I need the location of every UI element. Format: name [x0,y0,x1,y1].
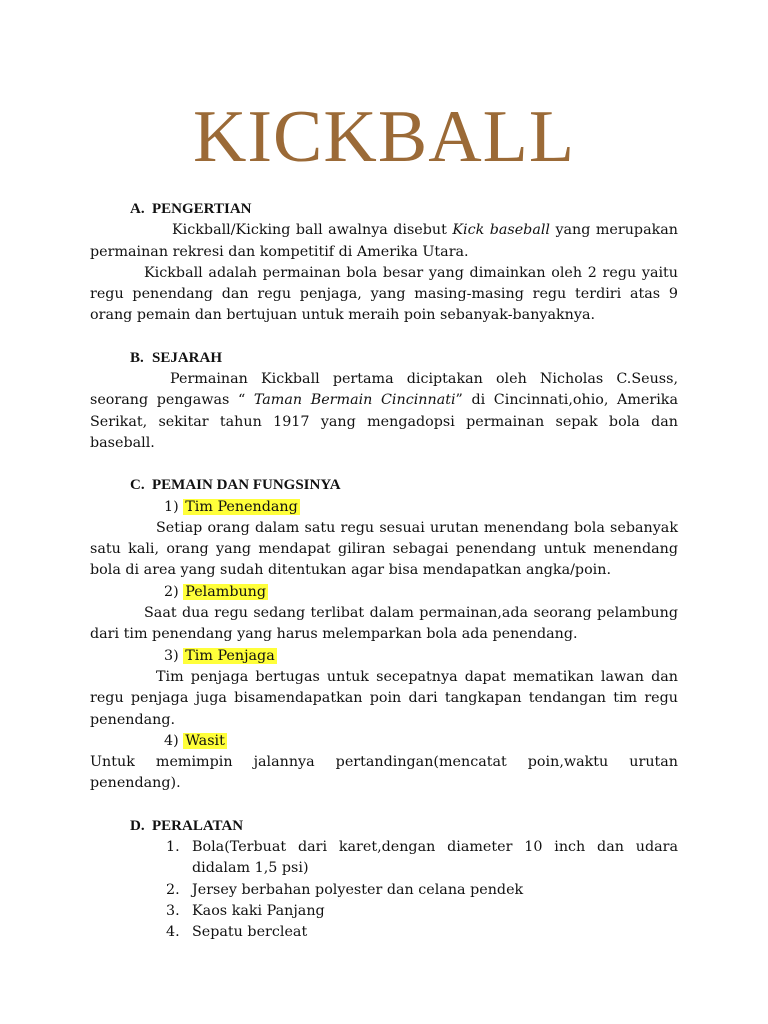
section-title: PENGERTIAN [152,201,252,217]
list-number: 4. [166,924,180,941]
section-title: PEMAIN DAN FUNGSINYA [152,477,341,494]
section-title: PERALATAN [152,817,244,834]
paragraph-wasit: Untuk memimpin jalannya pertandingan(mencatat poin,waktu urutan penendang). [90,754,678,792]
spacer [90,454,678,475]
spacer [90,795,678,816]
section-letter: A. [130,201,145,217]
section-letter: B. [130,349,144,366]
sub-number: 3) [164,647,179,664]
list-text: Kaos kaki Panjang [192,902,325,919]
equipment-list [90,837,678,943]
highlighted-label: Wasit [185,732,225,749]
subheading-wasit [164,731,678,752]
section-letter: C. [130,477,145,494]
paragraph-pengertian-2: Kickball adalah permainan bola besar yang dimainkan oleh 2 regu yaitu regu penendang dan regu penjaga, yang masing-masing regu terdiri atas 9 orang pemain dan bertujuan untuk meraih poin sebanyak-banyaknya. [90,264,678,324]
paragraph-tim-penjaga: Tim penjaga bertugas untuk secepatnya dapat mematikan lawan dan regu penjaga juga bisamendapatkan poin dari tangkapan tendangan tim regu penendang. [90,668,678,728]
section-heading-pengertian [130,199,678,220]
list-item [166,922,678,943]
paragraph-sejarah [90,369,678,454]
list-text: Bola(Terbuat dari karet,dengan diameter 10 inch dan udara didalam 1,5 psi) [192,839,678,877]
subheading-pelambung [164,582,678,603]
list-number: 3. [166,902,180,919]
text-run: Permainan Kickball pertama diciptakan oleh Nicholas C.Seuss, seorang pengawas “ [90,371,678,409]
paragraph-pengertian-1 [90,220,678,263]
highlighted-label: Tim Penendang [185,498,298,515]
highlighted-label: Pelambung [185,583,267,600]
list-text: Sepatu bercleat [192,924,308,941]
sub-number: 4) [164,732,179,749]
sub-number: 1) [164,498,179,515]
list-item [166,880,678,901]
sub-number: 2) [164,583,179,600]
subheading-tim-penjaga [164,646,678,667]
list-item [166,837,678,880]
italic-run: Taman Bermain Cincinnati [253,392,456,409]
section-title: SEJARAH [152,349,223,366]
section-heading-peralatan [130,816,678,837]
paragraph-pelambung: Saat dua regu sedang terlibat dalam permainan,ada seorang pelambung dari tim penendang yang harus melemparkan bola ada penendang. [90,605,678,643]
section-letter: D. [130,817,145,834]
spacer [90,327,678,348]
document-title: KICKBALL [192,96,576,178]
text-run: ” di Cincinnati,ohio, Amerika Serikat, sekitar tahun 1917 yang mengadopsi permainan sepak bola dan baseball. [90,392,678,451]
italic-run: Kick baseball [452,222,550,239]
list-number: 1. [166,839,180,856]
list-item [166,901,678,922]
list-text: Jersey berbahan polyester dan celana pendek [192,881,524,898]
text-run: Kickball/Kicking ball awalnya disebut [172,222,453,239]
paragraph-tim-penendang: Setiap orang dalam satu regu sesuai urutan menendang bola sebanyak satu kali, orang yang mendapat giliran sebagai penendang untuk menendang bola di area yang sudah ditentukan agar bisa mendapatkan angka/poin. [90,519,678,579]
list-number: 2. [166,881,180,898]
section-heading-pemain [130,475,678,496]
text-run: yang merupakan permainan rekresi dan kompetitif di Amerika Utara. [90,222,678,260]
document-body [90,199,678,944]
subheading-tim-penendang [164,497,678,518]
highlighted-label: Tim Penjaga [185,647,275,664]
section-heading-sejarah [130,348,678,369]
